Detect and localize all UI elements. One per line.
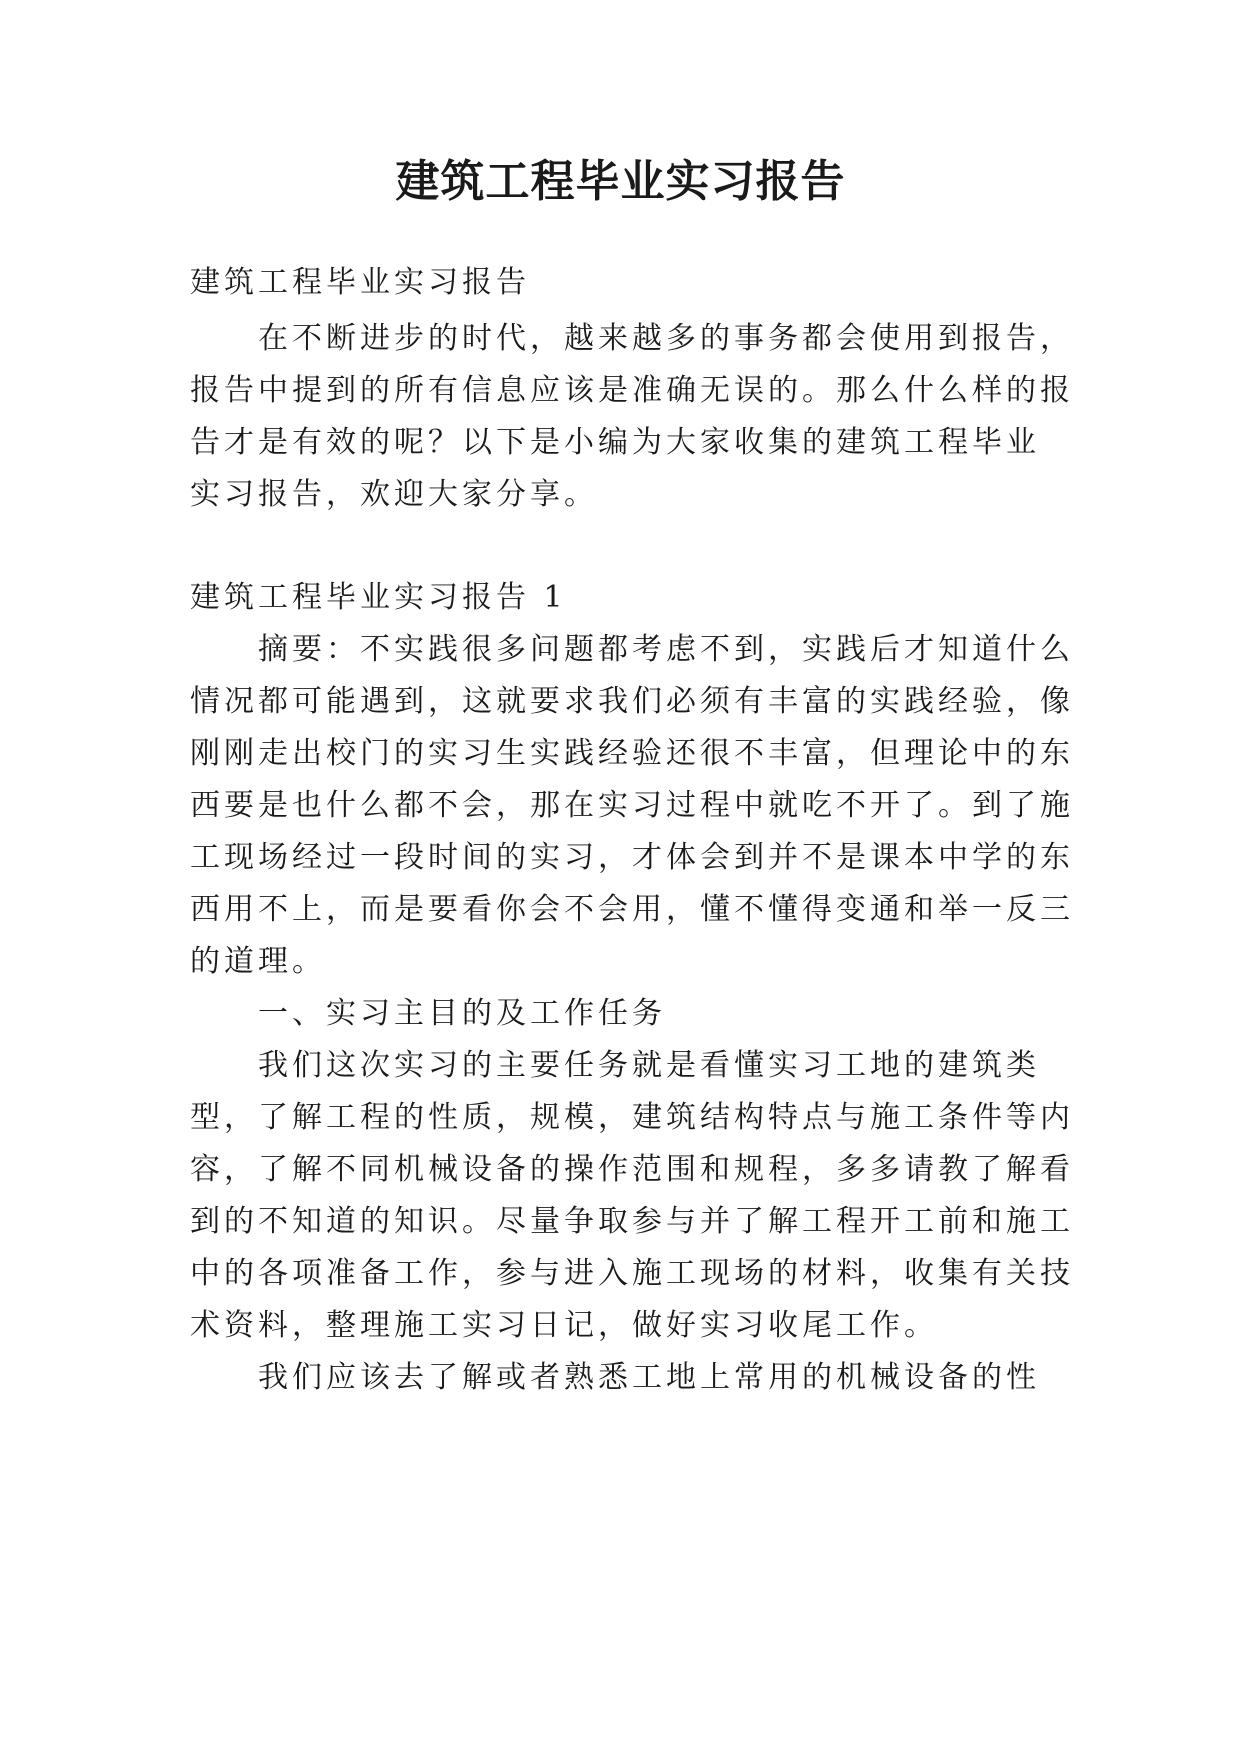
paragraph-line: 告才是有效的呢？以下是小编为大家收集的建筑工程毕业 xyxy=(190,425,1040,460)
paragraph-line: 我们这次实习的主要任务就是看懂实习工地的建筑类 xyxy=(258,1048,1040,1083)
paragraph-line: 型，了解工程的性质，规模，建筑结构特点与施工条件等内 xyxy=(190,1100,1074,1135)
paragraph-line: 刚刚走出校门的实习生实践经验还很不丰富，但理论中的东 xyxy=(190,736,1074,771)
subsection-heading: 一、实习主目的及工作任务 xyxy=(258,996,666,1031)
paragraph-line: 工现场经过一段时间的实习，才体会到并不是课本中学的东 xyxy=(190,840,1074,875)
paragraph-line: 容，了解不同机械设备的操作范围和规程，多多请教了解看 xyxy=(190,1152,1074,1187)
paragraph-line: 中的各项准备工作，参与进入施工现场的材料，收集有关技 xyxy=(190,1256,1074,1291)
paragraph-line: 实习报告，欢迎大家分享。 xyxy=(190,477,598,512)
document-title: 建筑工程毕业实习报告 xyxy=(395,156,846,207)
paragraph-line: 我们应该去了解或者熟悉工地上常用的机械设备的性 xyxy=(258,1360,1040,1395)
subtitle-line: 建筑工程毕业实习报告 xyxy=(190,265,530,300)
section-heading: 建筑工程毕业实习报告 1 xyxy=(190,580,567,615)
paragraph-line: 到的不知道的知识。尽量争取参与并了解工程开工前和施工 xyxy=(190,1204,1074,1239)
paragraph-line: 在不断进步的时代，越来越多的事务都会使用到报告， xyxy=(258,321,1074,356)
paragraph-line: 的道理。 xyxy=(190,944,326,979)
paragraph-line: 西要是也什么都不会，那在实习过程中就吃不开了。到了施 xyxy=(190,788,1074,823)
paragraph-line: 术资料，整理施工实习日记，做好实习收尾工作。 xyxy=(190,1308,938,1343)
paragraph-line: 情况都可能遇到，这就要求我们必须有丰富的实践经验，像 xyxy=(190,684,1074,719)
paragraph-line: 报告中提到的所有信息应该是准确无误的。那么什么样的报 xyxy=(190,373,1074,408)
paragraph-line: 西用不上，而是要看你会不会用，懂不懂得变通和举一反三 xyxy=(190,892,1074,927)
paragraph-line: 摘要：不实践很多问题都考虑不到，实践后才知道什么 xyxy=(258,632,1074,667)
